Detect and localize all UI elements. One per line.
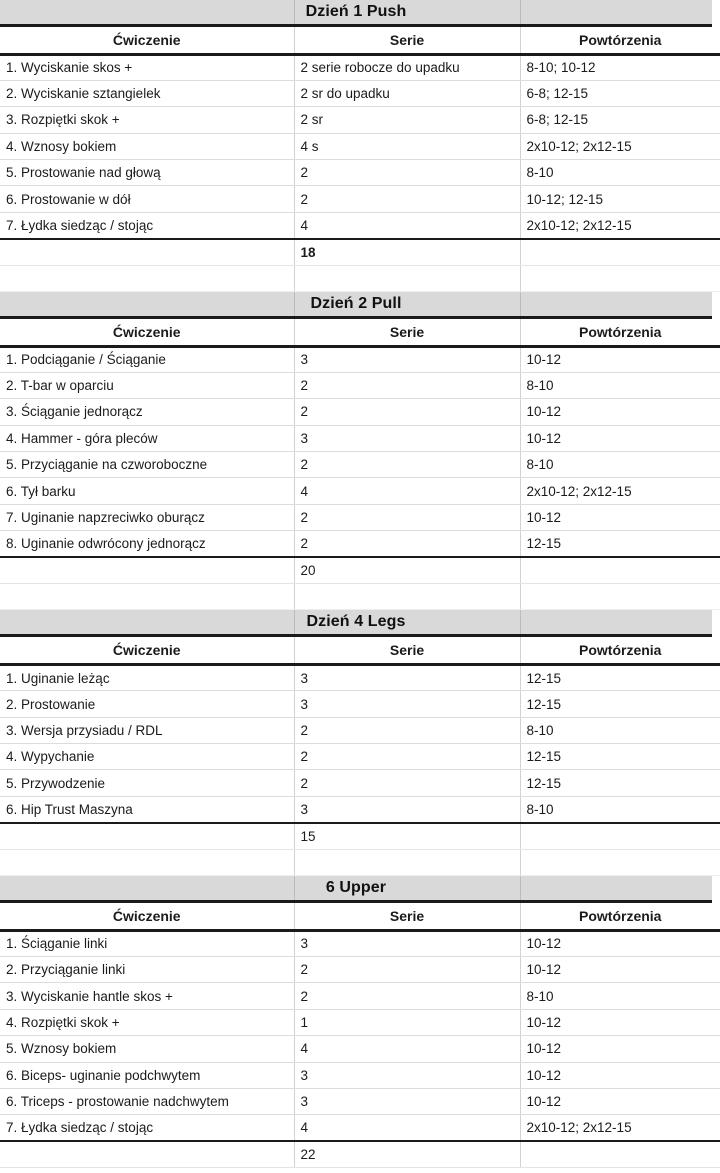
spacer-cell: [520, 849, 720, 875]
sets-cell: 3: [294, 1088, 520, 1114]
exercise-cell: 6. Tył barku: [0, 478, 294, 504]
table-header-row: [0, 903, 720, 930]
workout-table: [0, 27, 720, 292]
table-row: [0, 1062, 720, 1088]
reps-cell: 10-12: [520, 1088, 720, 1114]
total-sets-value: 22: [294, 1141, 520, 1167]
table-row: [0, 80, 720, 106]
section-title-bar: [0, 292, 712, 319]
table-header-row: [0, 27, 720, 54]
sets-cell: 3: [294, 425, 520, 451]
table-header-row: [0, 319, 720, 346]
table-row: [0, 1115, 720, 1141]
exercise-cell: 2. T-bar w oparciu: [0, 372, 294, 398]
column-divider-tick: [294, 0, 295, 24]
exercise-cell: 8. Uginanie odwrócony jednorącz: [0, 531, 294, 557]
reps-cell: 12-15: [520, 770, 720, 796]
sets-cell: 4: [294, 478, 520, 504]
column-header-sets: Serie: [294, 903, 520, 930]
sets-cell: 4: [294, 1036, 520, 1062]
table-row: [0, 930, 720, 956]
reps-cell: 2x10-12; 2x12-15: [520, 478, 720, 504]
sets-cell: 2: [294, 983, 520, 1009]
column-divider-tick: [520, 610, 521, 634]
sets-cell: 2 serie robocze do upadku: [294, 54, 520, 80]
exercise-cell: 3. Wersja przysiadu / RDL: [0, 717, 294, 743]
reps-cell: 12-15: [520, 744, 720, 770]
table-row: [0, 452, 720, 478]
column-header-reps: Powtórzenia: [520, 319, 720, 346]
table-header-row: [0, 637, 720, 664]
table-row: [0, 54, 720, 80]
workout-table: [0, 319, 720, 610]
exercise-cell: 2. Przyciąganie linki: [0, 956, 294, 982]
sets-cell: 2: [294, 770, 520, 796]
exercise-cell: 7. Łydka siedząc / stojąc: [0, 1115, 294, 1141]
total-sets-value: 18: [294, 239, 520, 265]
column-divider-tick: [294, 610, 295, 634]
section-title: 6 Upper: [325, 879, 387, 897]
column-header-exercise: Ćwiczenie: [0, 27, 294, 54]
column-divider-tick: [294, 292, 295, 316]
total-sets-value: 15: [294, 823, 520, 849]
table-row: [0, 1009, 720, 1035]
total-row: [0, 557, 720, 583]
spacer-cell: [294, 849, 520, 875]
exercise-cell: 2. Prostowanie: [0, 691, 294, 717]
exercise-cell: 5. Wznosy bokiem: [0, 1036, 294, 1062]
reps-cell: 8-10: [520, 372, 720, 398]
exercise-cell: 1. Ściąganie linki: [0, 930, 294, 956]
reps-cell: 10-12: [520, 425, 720, 451]
exercise-cell: 6. Triceps - prostowanie nadchwytem: [0, 1088, 294, 1114]
sets-cell: 2: [294, 186, 520, 212]
exercise-cell: 6. Prostowanie w dół: [0, 186, 294, 212]
spacer-row: [0, 584, 720, 610]
reps-cell: 8-10: [520, 796, 720, 822]
column-header-sets: Serie: [294, 319, 520, 346]
exercise-cell: 3. Rozpiętki skok +: [0, 107, 294, 133]
spacer-cell: [0, 849, 294, 875]
exercise-cell: 4. Hammer - góra pleców: [0, 425, 294, 451]
table-row: [0, 160, 720, 186]
total-row: [0, 823, 720, 849]
sets-cell: 2: [294, 717, 520, 743]
sets-cell: 3: [294, 691, 520, 717]
exercise-cell: 1. Wyciskanie skos +: [0, 54, 294, 80]
reps-cell: 10-12: [520, 1062, 720, 1088]
table-row: [0, 770, 720, 796]
total-row-blank-reps: [520, 1141, 720, 1167]
table-row: [0, 796, 720, 822]
sets-cell: 2: [294, 372, 520, 398]
total-row-blank-reps: [520, 557, 720, 583]
sets-cell: 3: [294, 1062, 520, 1088]
table-row: [0, 744, 720, 770]
reps-cell: 10-12: [520, 930, 720, 956]
total-row: [0, 239, 720, 265]
reps-cell: 12-15: [520, 691, 720, 717]
spacer-cell: [520, 584, 720, 610]
exercise-cell: 4. Wypychanie: [0, 744, 294, 770]
reps-cell: 10-12: [520, 1036, 720, 1062]
exercise-cell: 6. Hip Trust Maszyna: [0, 796, 294, 822]
spacer-row: [0, 265, 720, 291]
spacer-cell: [0, 265, 294, 291]
exercise-cell: 4. Wznosy bokiem: [0, 133, 294, 159]
sets-cell: 2 sr do upadku: [294, 80, 520, 106]
table-row: [0, 691, 720, 717]
reps-cell: 6-8; 12-15: [520, 107, 720, 133]
total-row-blank-exercise: [0, 823, 294, 849]
exercise-cell: 3. Wyciskanie hantle skos +: [0, 983, 294, 1009]
spacer-cell: [520, 265, 720, 291]
spacer-cell: [0, 584, 294, 610]
workout-section: [0, 610, 720, 876]
workout-section: [0, 0, 720, 292]
table-row: [0, 399, 720, 425]
sets-cell: 2: [294, 744, 520, 770]
table-row: [0, 372, 720, 398]
reps-cell: 2x10-12; 2x12-15: [520, 1115, 720, 1141]
table-row: [0, 717, 720, 743]
column-header-sets: Serie: [294, 27, 520, 54]
exercise-cell: 6. Biceps- uginanie podchwytem: [0, 1062, 294, 1088]
total-sets-value: 20: [294, 557, 520, 583]
section-title-bar: [0, 0, 712, 27]
total-row: [0, 1141, 720, 1167]
column-header-reps: Powtórzenia: [520, 637, 720, 664]
reps-cell: 12-15: [520, 664, 720, 690]
exercise-cell: 5. Przywodzenie: [0, 770, 294, 796]
sets-cell: 3: [294, 930, 520, 956]
column-divider-tick: [520, 876, 521, 900]
table-row: [0, 212, 720, 238]
column-header-reps: Powtórzenia: [520, 27, 720, 54]
workout-table: [0, 903, 720, 1168]
sets-cell: 3: [294, 664, 520, 690]
exercise-cell: 5. Prostowanie nad głową: [0, 160, 294, 186]
total-row-blank-reps: [520, 823, 720, 849]
sets-cell: 4: [294, 1115, 520, 1141]
reps-cell: 8-10: [520, 983, 720, 1009]
sets-cell: 2: [294, 452, 520, 478]
exercise-cell: 7. Łydka siedząc / stojąc: [0, 212, 294, 238]
total-row-blank-reps: [520, 239, 720, 265]
table-row: [0, 956, 720, 982]
section-title-bar: [0, 610, 712, 637]
column-divider-tick: [520, 0, 521, 24]
exercise-cell: 7. Uginanie napzreciwko oburącz: [0, 504, 294, 530]
exercise-cell: 3. Ściąganie jednorącz: [0, 399, 294, 425]
section-title-bar: [0, 876, 712, 903]
exercise-cell: 4. Rozpiętki skok +: [0, 1009, 294, 1035]
column-divider-tick: [520, 292, 521, 316]
workout-section: [0, 292, 720, 610]
table-row: [0, 186, 720, 212]
sets-cell: 4: [294, 212, 520, 238]
reps-cell: 10-12: [520, 346, 720, 372]
workout-section: [0, 876, 720, 1168]
table-row: [0, 1088, 720, 1114]
reps-cell: 6-8; 12-15: [520, 80, 720, 106]
column-header-exercise: Ćwiczenie: [0, 319, 294, 346]
section-title: Dzień 2 Pull: [310, 295, 402, 313]
table-row: [0, 531, 720, 557]
column-divider-tick: [294, 876, 295, 900]
spacer-cell: [294, 584, 520, 610]
spacer-cell: [294, 265, 520, 291]
exercise-cell: 2. Wyciskanie sztangielek: [0, 80, 294, 106]
reps-cell: 8-10: [520, 452, 720, 478]
reps-cell: 2x10-12; 2x12-15: [520, 212, 720, 238]
reps-cell: 10-12: [520, 504, 720, 530]
column-header-reps: Powtórzenia: [520, 903, 720, 930]
table-row: [0, 133, 720, 159]
total-row-blank-exercise: [0, 557, 294, 583]
total-row-blank-exercise: [0, 239, 294, 265]
sets-cell: 2: [294, 504, 520, 530]
table-row: [0, 983, 720, 1009]
section-title: Dzień 1 Push: [305, 3, 407, 20]
column-header-sets: Serie: [294, 637, 520, 664]
section-title: Dzień 4 Legs: [306, 613, 406, 631]
reps-cell: 8-10: [520, 717, 720, 743]
reps-cell: 2x10-12; 2x12-15: [520, 133, 720, 159]
reps-cell: 12-15: [520, 531, 720, 557]
reps-cell: 10-12; 12-15: [520, 186, 720, 212]
reps-cell: 10-12: [520, 399, 720, 425]
reps-cell: 10-12: [520, 1009, 720, 1035]
table-row: [0, 504, 720, 530]
reps-cell: 10-12: [520, 956, 720, 982]
sets-cell: 3: [294, 346, 520, 372]
table-row: [0, 1036, 720, 1062]
column-header-exercise: Ćwiczenie: [0, 903, 294, 930]
table-row: [0, 425, 720, 451]
table-row: [0, 346, 720, 372]
sets-cell: 2: [294, 531, 520, 557]
total-row-blank-exercise: [0, 1141, 294, 1167]
exercise-cell: 1. Uginanie leżąc: [0, 664, 294, 690]
sets-cell: 3: [294, 796, 520, 822]
table-row: [0, 664, 720, 690]
sets-cell: 1: [294, 1009, 520, 1035]
workout-table: [0, 637, 720, 876]
exercise-cell: 5. Przyciąganie na czworoboczne: [0, 452, 294, 478]
sets-cell: 2: [294, 956, 520, 982]
exercise-cell: 1. Podciąganie / Ściąganie: [0, 346, 294, 372]
sets-cell: 2: [294, 160, 520, 186]
reps-cell: 8-10: [520, 160, 720, 186]
column-header-exercise: Ćwiczenie: [0, 637, 294, 664]
sets-cell: 2: [294, 399, 520, 425]
sets-cell: 4 s: [294, 133, 520, 159]
table-row: [0, 107, 720, 133]
reps-cell: 8-10; 10-12: [520, 54, 720, 80]
spacer-row: [0, 849, 720, 875]
sets-cell: 2 sr: [294, 107, 520, 133]
table-row: [0, 478, 720, 504]
